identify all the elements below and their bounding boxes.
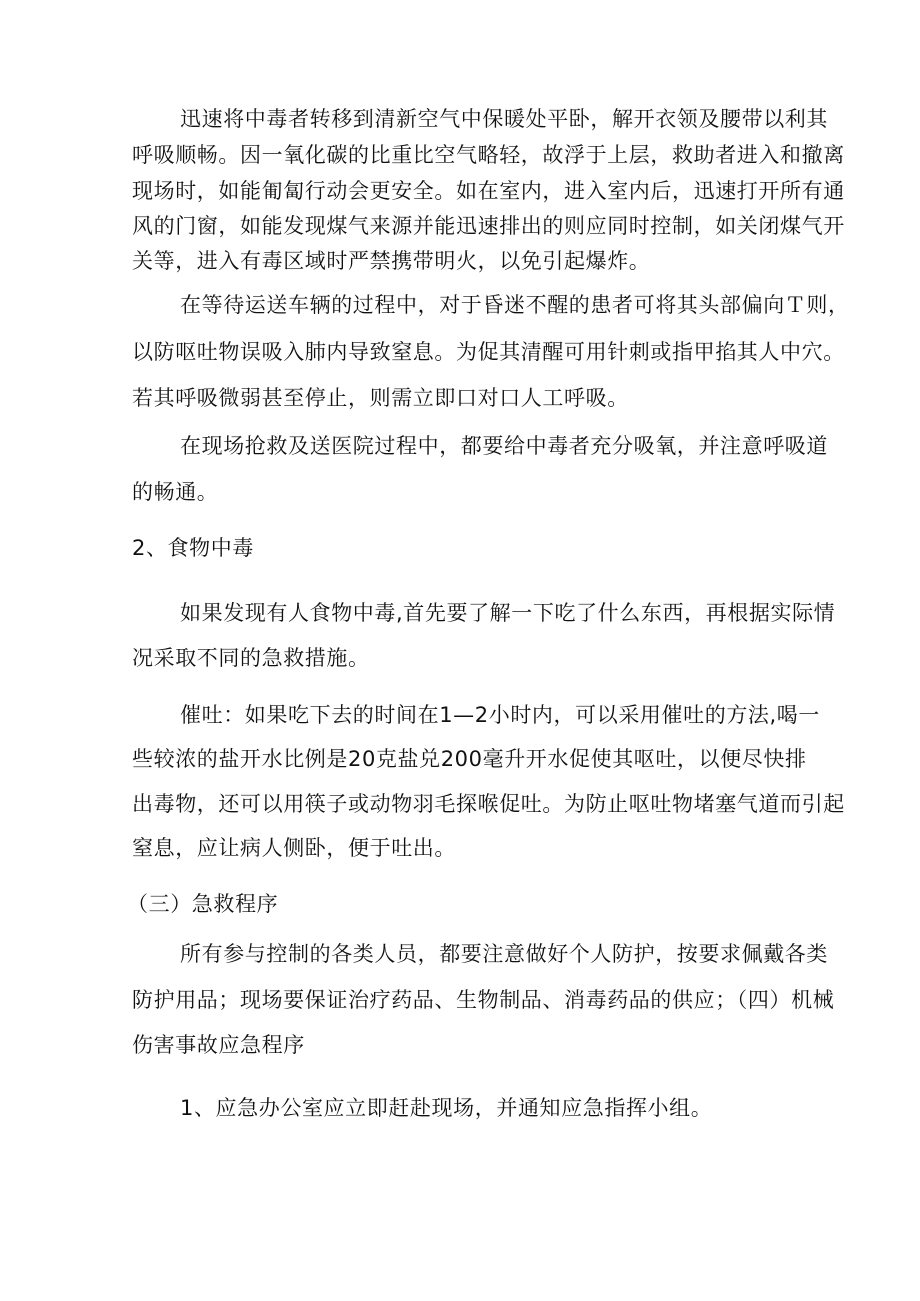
section-heading-emergency-procedure: （三）急救程序 [127,892,279,916]
paragraph-3-line-2: 的畅通。 [132,480,219,504]
paragraph-6-line-4: 窒息，应让病人侧卧，便于吐出。 [132,836,456,860]
paragraph-5-line-1: 如果发现有人食物中毒,首先要了解一下吃了什么东西，再根据实际情 [180,601,836,625]
paragraph-2-line-3: 若其呼吸微弱甚至停止，则需立即口对口人工呼吸。 [132,386,629,410]
paragraph-1-line-2: 呼吸顺畅。因一氧化碳的比重比空气略轻，故浮于上层，救助者进入和撤离 [132,143,845,167]
paragraph-1-line-3: 现场时，如能匍匐行动会更安全。如在室内，进入室内后，迅速打开所有通 [132,179,845,203]
paragraph-6-line-1: 催吐：如果吃下去的时间在1—2小时内，可以采用催吐的方法,喝一 [180,703,820,727]
paragraph-8-line-1: 所有参与控制的各类人员，都要注意做好个人防护，按要求佩戴各类 [180,942,828,966]
paragraph-1-line-5: 关等，进入有毒区域时严禁携带明火，以免引起爆炸。 [132,249,651,273]
paragraph-6-line-2: 些较浓的盐开水比例是20克盐兑200毫升开水促使其呕吐，以便尽快排 [132,747,807,771]
paragraph-6-line-3: 出毒物，还可以用筷子或动物羽毛探喉促吐。为防止呕吐物堵塞气道而引起 [132,792,845,816]
paragraph-5-line-2: 况采取不同的急救措施。 [132,646,370,670]
paragraph-1-line-1: 迅速将中毒者转移到清新空气中保暖处平卧，解开衣领及腰带以利其 [180,107,828,131]
paragraph-8-line-2: 防护用品；现场要保证治疗药品、生物制品、消毒药品的供应；（四）机械 [132,988,835,1012]
paragraph-2-line-2: 以防呕吐物误吸入肺内导致窒息。为促其清醒可用针刺或指甲掐其人中穴。 [132,340,845,364]
section-heading-food-poisoning: 2、食物中毒 [132,536,254,560]
paragraph-3-line-1: 在现场抢救及送医院过程中，都要给中毒者充分吸氧，并注意呼吸道 [180,434,828,458]
paragraph-1-line-4: 风的门窗，如能发现煤气来源并能迅速排出的则应同时控制，如关闭煤气开 [132,214,845,238]
paragraph-9-line-1: 1、应急办公室应立即赶赴现场，并通知应急指挥小组。 [180,1096,713,1120]
paragraph-2-line-1: 在等待运送车辆的过程中，对于昏迷不醒的患者可将其头部偏向Ｔ则， [180,293,850,317]
paragraph-8-line-3: 伤害事故应急程序 [132,1033,305,1057]
